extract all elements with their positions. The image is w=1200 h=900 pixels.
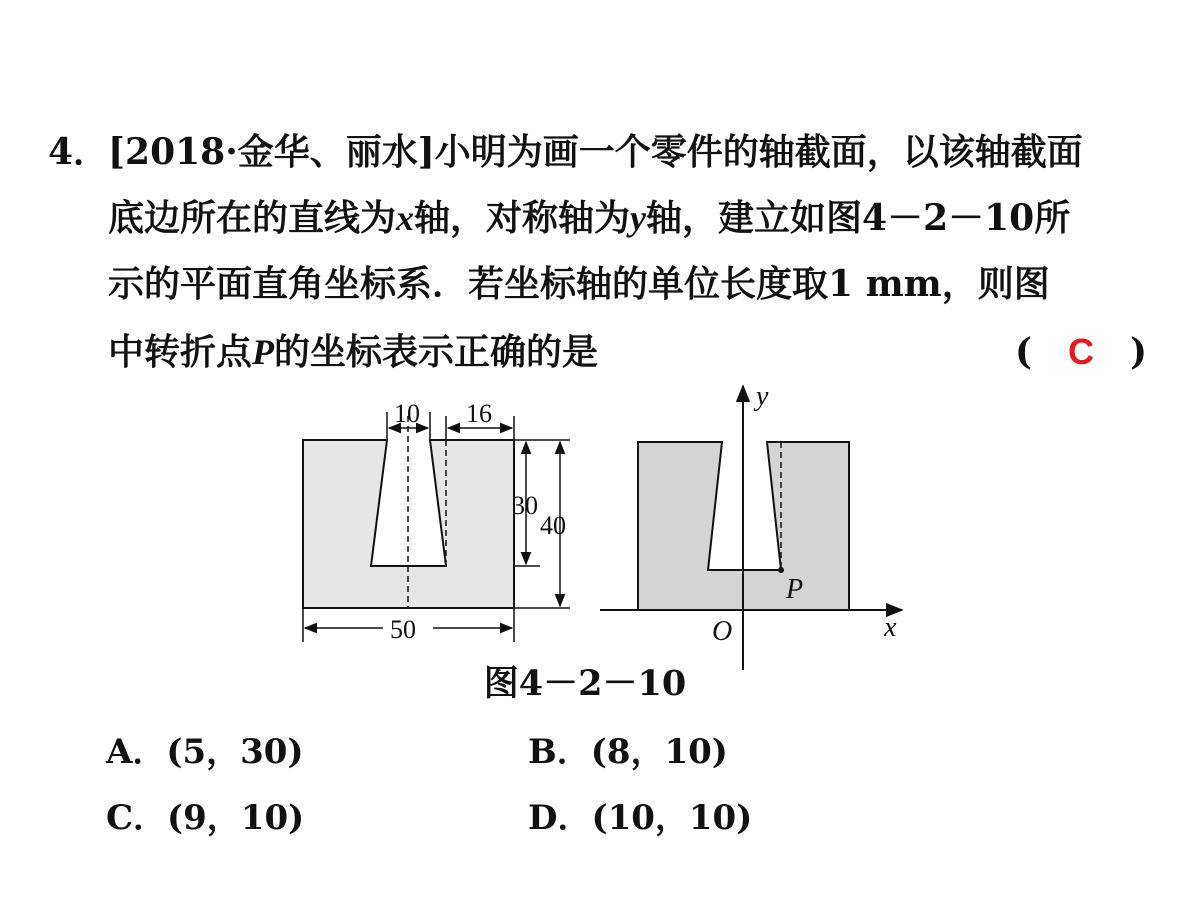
dim-width-label: 50 bbox=[390, 615, 416, 644]
left-part bbox=[303, 399, 570, 644]
question-line-2-end: 轴，建立如图4－2－10所 bbox=[646, 197, 1071, 239]
question-number: 4． bbox=[48, 131, 110, 173]
left-part-body bbox=[303, 440, 514, 608]
figure-caption: 图4－2－10 bbox=[483, 663, 687, 704]
question-line-4-end: 的坐标表示正确的是 bbox=[274, 331, 599, 373]
question-line-1: [2018·金华、丽水]小明为画一个零件的轴截面，以该轴截面 bbox=[108, 131, 1083, 173]
option-a[interactable]: A．(5，30) bbox=[106, 732, 304, 772]
option-c[interactable]: C．(9，10) bbox=[106, 798, 305, 838]
axis-y-symbol: y bbox=[630, 198, 647, 238]
paren-open: ( bbox=[1015, 331, 1033, 373]
right-part bbox=[600, 382, 902, 670]
answer-letter: C bbox=[1068, 331, 1094, 372]
paren-close: ) bbox=[1129, 331, 1147, 373]
dim-slot-label: 10 bbox=[394, 399, 420, 428]
question-line-4-start: 中转折点 bbox=[108, 331, 253, 373]
dim-right-label: 16 bbox=[466, 399, 492, 428]
question-line-2-mid: 轴，对称轴为 bbox=[414, 197, 631, 239]
dim-inner-height-label: 30 bbox=[512, 491, 538, 520]
question-line-2 bbox=[108, 198, 1070, 238]
axis-x-symbol: x bbox=[396, 198, 415, 238]
question-line-3: 示的平面直角坐标系．若坐标轴的单位长度取1 mm，则图 bbox=[108, 263, 1050, 305]
x-axis-label: x bbox=[884, 612, 897, 643]
point-p-symbol: P bbox=[252, 332, 275, 372]
question-line-2-start: 底边所在的直线为 bbox=[108, 197, 397, 239]
y-axis-label: y bbox=[756, 382, 769, 412]
point-p bbox=[778, 567, 784, 573]
dim-total-height-label: 40 bbox=[540, 511, 566, 540]
point-p-label: P bbox=[786, 574, 804, 605]
option-b[interactable]: B．(8，10) bbox=[528, 732, 728, 772]
figure-diagram bbox=[290, 382, 920, 682]
answer-bracket bbox=[1015, 332, 1147, 372]
origin-label: O bbox=[712, 616, 733, 647]
question-line-4 bbox=[108, 332, 598, 372]
option-d[interactable]: D．(10，10) bbox=[528, 798, 753, 838]
